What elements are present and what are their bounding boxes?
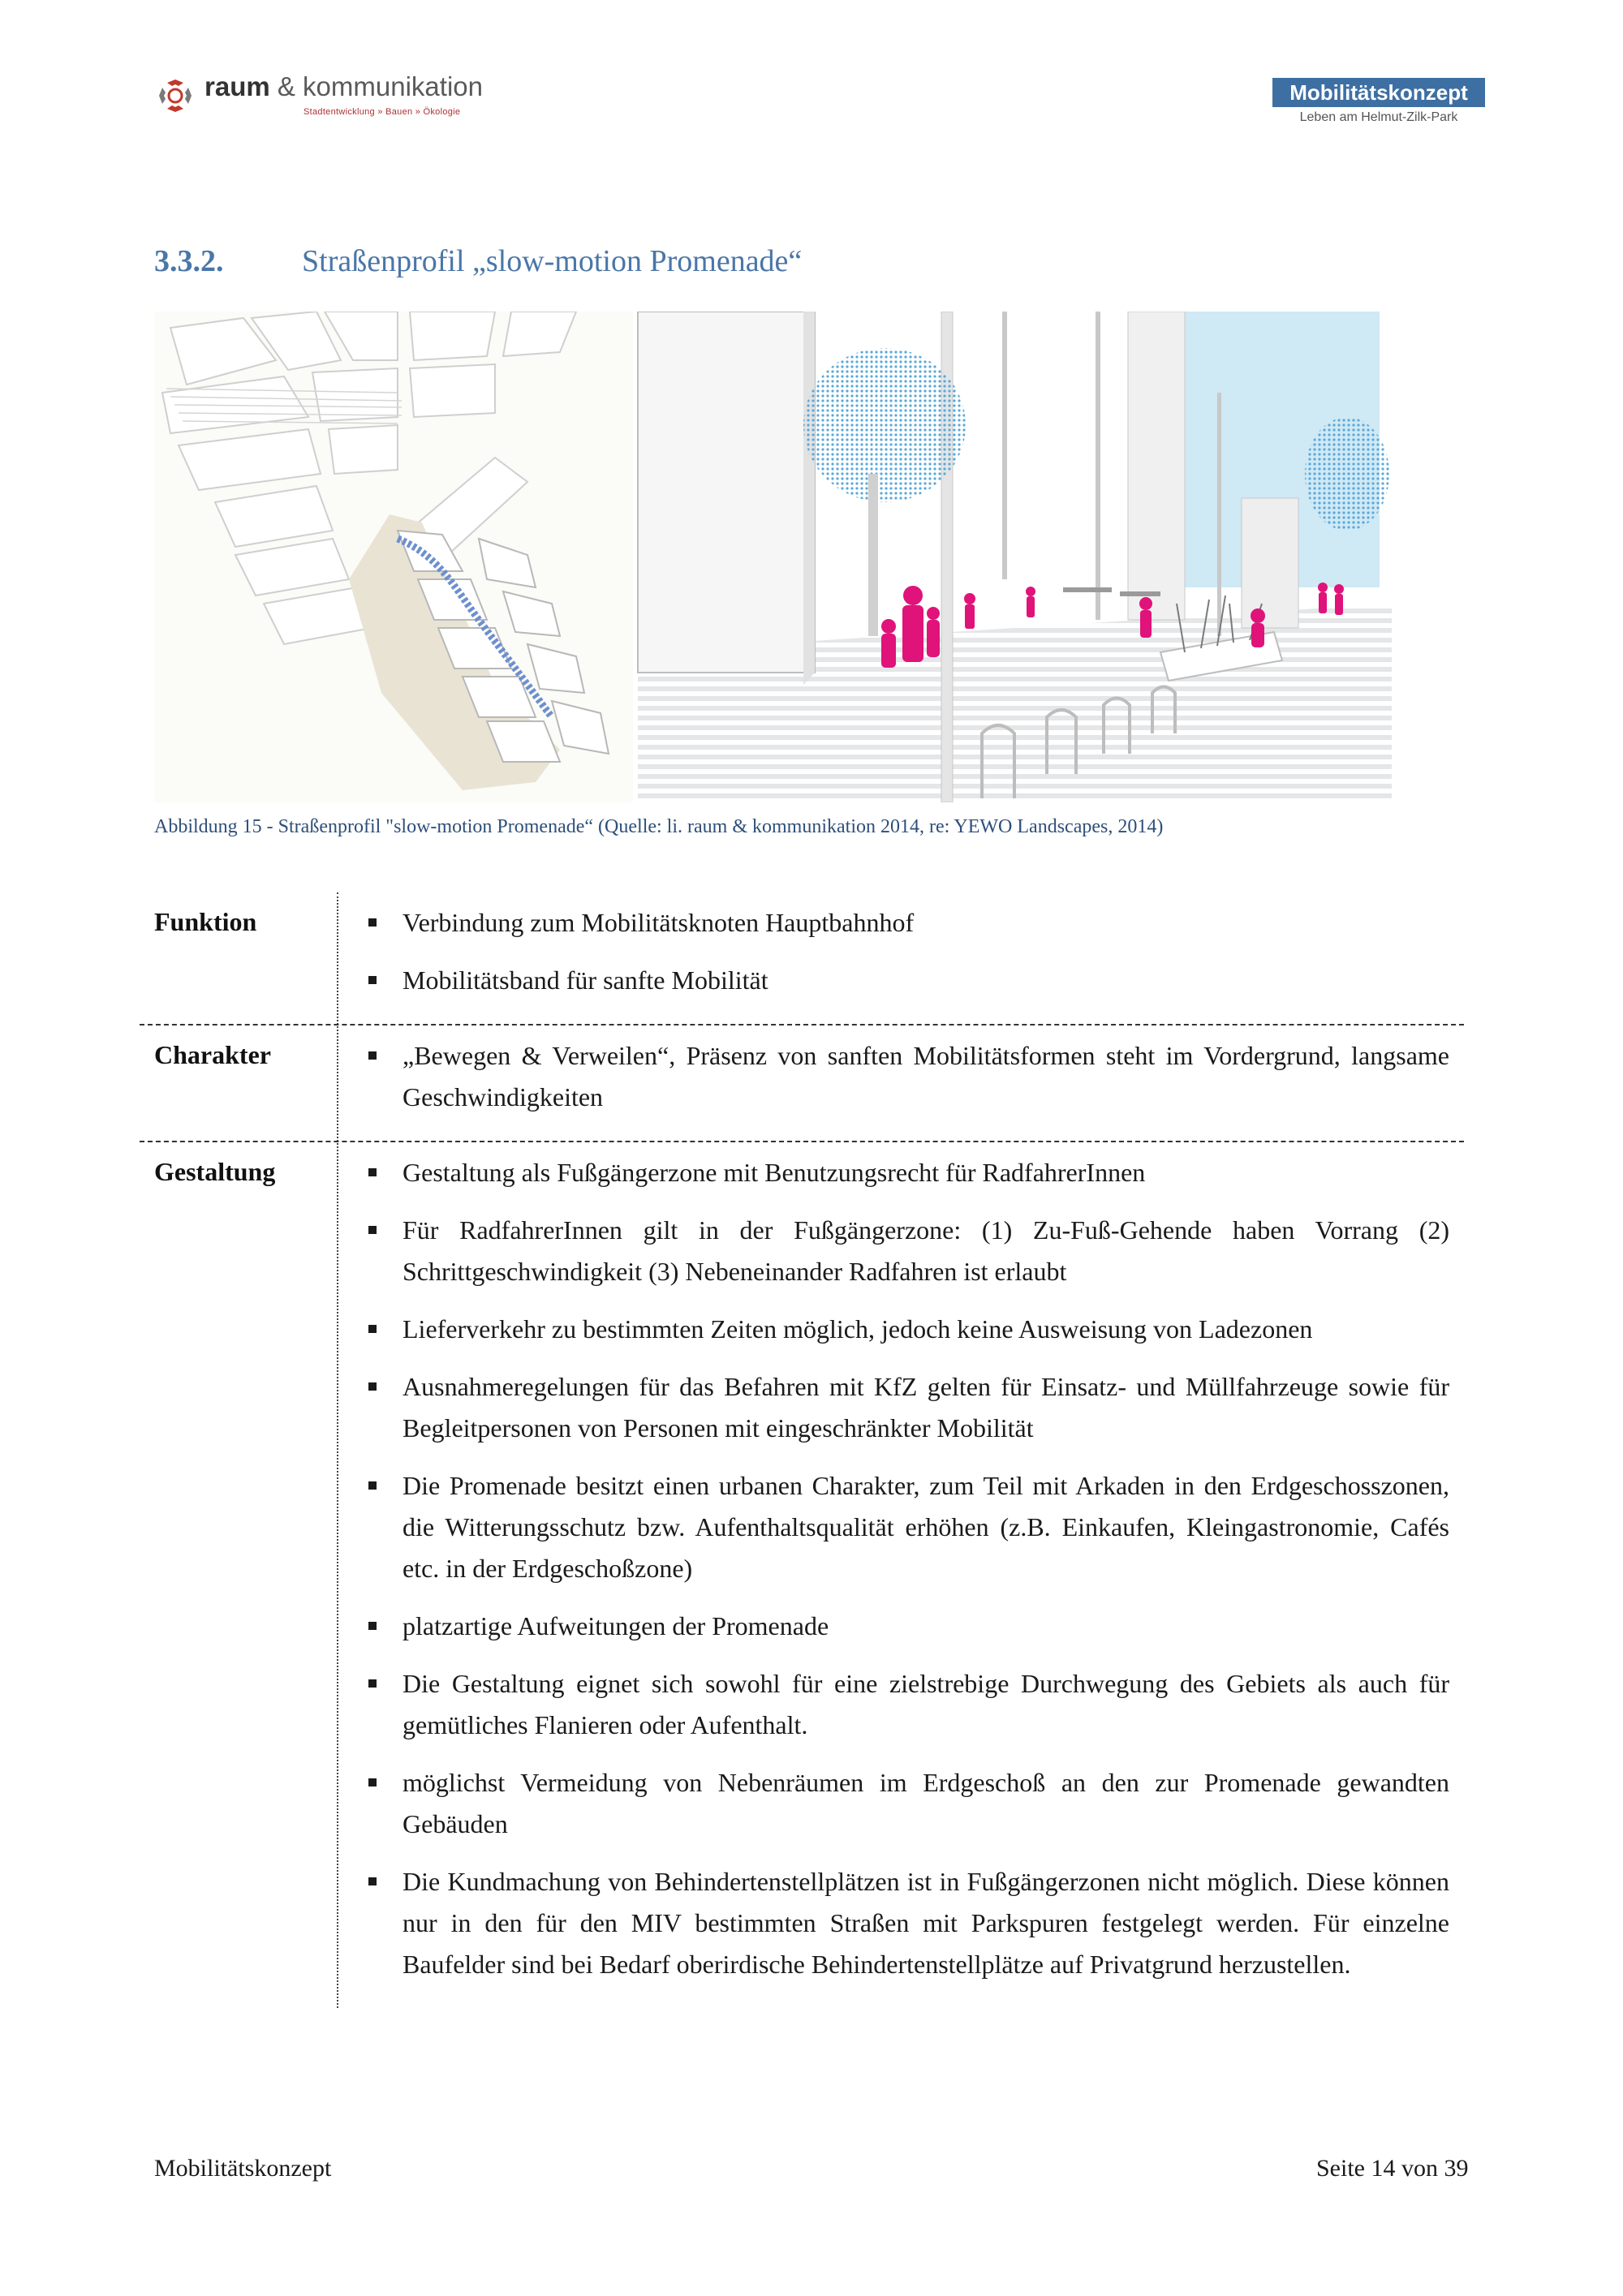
figure-caption: Abbildung 15 - Straßenprofil "slow-motion Promenade“ (Quelle: li. raum & kommunikation 2014, re: YEWO Landscapes, 2014): [154, 816, 1164, 837]
list-item: Verbindung zum Mobilitätsknoten Hauptbahnhof: [367, 902, 1449, 944]
list-item: Lieferverkehr zu bestimmten Zeiten möglich, jedoch keine Ausweisung von Ladezonen: [367, 1309, 1449, 1350]
table-row-funktion: [140, 892, 1464, 1024]
figure-street-profile: [154, 312, 1392, 802]
bullet-list: [367, 892, 1464, 1024]
row-label-charakter: Charakter: [154, 1040, 271, 1069]
list-item: Mobilitätsband für sanfte Mobilität: [367, 960, 1449, 1001]
table-row-gestaltung: [140, 1141, 1464, 2008]
list-item: Gestaltung als Fußgängerzone mit Benutzungsrecht für RadfahrerInnen: [367, 1152, 1449, 1193]
list-item: „Bewegen & Verweilen“, Präsenz von sanften Mobilitätsformen steht im Vordergrund, langsame Geschwindigkeiten: [367, 1035, 1449, 1118]
footer-page-number: Seite 14 von 39: [1316, 2155, 1469, 2182]
footer-document-title: Mobilitätskonzept: [154, 2155, 332, 2182]
list-item: Für RadfahrerInnen gilt in der Fußgängerzone: (1) Zu-Fuß-Gehende haben Vorrang (2) Schrittgeschwindigkeit (3) Nebeneinander Radfahren ist erlaubt: [367, 1210, 1449, 1292]
section-number: 3.3.2.: [154, 244, 224, 278]
logo-tagline: Stadtentwicklung » Bauen » Ökologie: [304, 107, 461, 117]
promenade-rendering: [638, 312, 1392, 802]
logo-name: raum & kommunikation: [204, 71, 483, 101]
logo-right-title: Mobilitätskonzept: [1272, 78, 1485, 107]
list-item: Die Promenade besitzt einen urbanen Charakter, zum Teil mit Arkaden in den Erdgeschosszonen, die Witterungsschutz bzw. Aufenthaltsqualität erhöhen (z.B. Einkaufen, Kleingastronomie, Cafés etc. in der Erdgeschoßzone): [367, 1465, 1449, 1589]
figure-image: [154, 312, 1392, 802]
list-item: Ausnahmeregelungen für das Befahren mit KfZ gelten für Einsatz- und Müllfahrzeuge sowie für Begleitpersonen von Personen mit eingeschränkter Mobilität: [367, 1366, 1449, 1449]
list-item: möglichst Vermeidung von Nebenräumen im Erdgeschoß an den zur Promenade gewandten Gebäuden: [367, 1762, 1449, 1845]
row-label-funktion: Funktion: [154, 907, 257, 936]
logo-mobilitaetskonzept: [1272, 78, 1485, 130]
logo-mark-icon: [154, 75, 196, 117]
section-title: Straßenprofil „slow-motion Promenade“: [302, 244, 803, 278]
bullet-list: [367, 1142, 1464, 2008]
table-row-charakter: [140, 1024, 1464, 1141]
list-item: Die Kundmachung von Behindertenstellplätzen ist in Fußgängerzonen nicht möglich. Diese können nur in den für den MIV bestimmten Straßen mit Parkspuren festgelegt werden. Für einzelne Baufelder sind bei Bedarf oberirdische Behindertenstellplätze auf Privatgrund herzustellen.: [367, 1861, 1449, 1985]
criteria-table: [140, 892, 1464, 2008]
list-item: platzartige Aufweitungen der Promenade: [367, 1606, 1449, 1647]
bullet-list: [367, 1025, 1464, 1141]
logo-right-subtitle: Leben am Helmut-Zilk-Park: [1299, 110, 1458, 124]
list-item: Die Gestaltung eignet sich sowohl für eine zielstrebige Durchwegung des Gebiets als auch für gemütliches Flanieren oder Aufenthalt.: [367, 1663, 1449, 1746]
site-plan: [154, 312, 633, 802]
logo-raum-kommunikation: [154, 71, 511, 128]
row-label-gestaltung: Gestaltung: [154, 1157, 276, 1186]
